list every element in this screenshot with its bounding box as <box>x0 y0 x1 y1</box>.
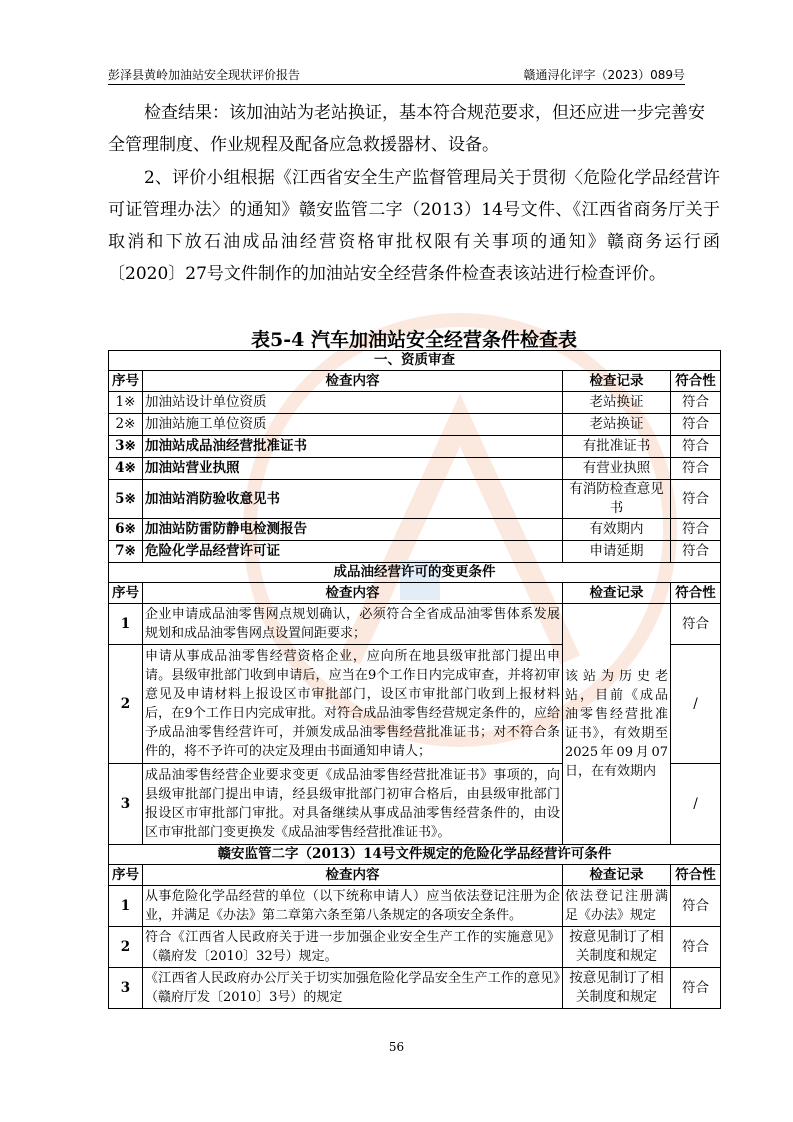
table-row <box>109 927 721 968</box>
section-title-row <box>109 351 721 371</box>
row-conform: 符合 <box>671 458 721 480</box>
table-row <box>109 414 721 436</box>
row-content: 加油站消防验收意见书 <box>143 480 563 519</box>
row-record: 依法登记注册满足《办法》规定 <box>563 886 671 927</box>
row-no: 3 <box>109 764 143 845</box>
row-content: 加油站防雷防静电检测报告 <box>143 519 563 541</box>
row-no: 7※ <box>109 541 143 563</box>
table-row <box>109 604 721 645</box>
row-no: 2※ <box>109 414 143 436</box>
table-row <box>109 458 721 480</box>
col-header-content: 检查内容 <box>143 371 563 392</box>
row-conform: 符合 <box>671 541 721 563</box>
row-conform: 符合 <box>671 604 721 645</box>
row-record: 有批准证书 <box>563 436 671 458</box>
table-row <box>109 480 721 519</box>
row-content: 加油站设计单位资质 <box>143 392 563 414</box>
row-conform: / <box>671 645 721 764</box>
row-no: 6※ <box>109 519 143 541</box>
table-row <box>109 886 721 927</box>
row-no: 2 <box>109 927 143 968</box>
row-no: 2 <box>109 645 143 764</box>
row-content: 危险化学品经营许可证 <box>143 541 563 563</box>
row-content: 申请从事成品油零售经营资格企业，应向所在地县级审批部门提出申请。县级审批部门收到申请后，应当在9个工作日内完成审查，并将初审意见及申请材料上报设区市审批部门，设区市审批部门收到上报材料后，在9个工作日内完成审批。对符合成品油零售经营规定条件的，应给予成品油零售经营许可，并颁发成品油零售经营批准证书；对不符合条件的，将不予许可的决定及理由书面通知申请人； <box>143 645 563 764</box>
col-header-record: 检查记录 <box>563 583 671 604</box>
row-conform: 符合 <box>671 480 721 519</box>
row-record: 按意见制订了相关制度和规定 <box>563 968 671 1009</box>
row-conform: 符合 <box>671 414 721 436</box>
row-conform: / <box>671 764 721 845</box>
row-no: 1※ <box>109 392 143 414</box>
row-record: 老站换证 <box>563 392 671 414</box>
row-conform: 符合 <box>671 927 721 968</box>
row-no: 3※ <box>109 436 143 458</box>
row-content: 加油站成品油经营批准证书 <box>143 436 563 458</box>
row-content: 从事危险化学品经营的单位（以下统称申请人）应当依法登记注册为企业，并满足《办法》第二章第六条至第八条规定的各项安全条件。 <box>143 886 563 927</box>
row-conform: 符合 <box>671 519 721 541</box>
row-content: 成品油零售经营企业要求变更《成品油零售经营批准证书》事项的，向县级审批部门提出申请，经县级审批部门初审合格后，由县级审批部门报设区市审批部门审批。对具备继续从事成品油零售经营条件的，由设区市审批部门变更换发《成品油零售经营批准证书》。 <box>143 764 563 845</box>
table-row <box>109 392 721 414</box>
row-no: 3 <box>109 968 143 1009</box>
col-header-content: 检查内容 <box>143 583 563 604</box>
column-header-row <box>109 371 721 392</box>
row-record: 有营业执照 <box>563 458 671 480</box>
header-report-number: 赣通浔化评字（2023）089号 <box>523 68 685 82</box>
row-conform: 符合 <box>671 436 721 458</box>
section1-title: 一、资质审查 <box>109 351 721 371</box>
col-header-content: 检查内容 <box>143 865 563 886</box>
col-header-record: 检查记录 <box>563 865 671 886</box>
section3-title: 赣安监管二字（2013）14号文件规定的危险化学品经营许可条件 <box>109 845 721 865</box>
row-content: 企业申请成品油零售网点规划确认，必须符合全省成品油零售体系发展规划和成品油零售网点设置间距要求； <box>143 604 563 645</box>
table-row <box>109 541 721 563</box>
row-no: 4※ <box>109 458 143 480</box>
row-no: 5※ <box>109 480 143 519</box>
row-record: 按意见制订了相关制度和规定 <box>563 927 671 968</box>
col-header-record: 检查记录 <box>563 371 671 392</box>
row-conform: 符合 <box>671 968 721 1009</box>
column-header-row <box>109 865 721 886</box>
row-conform: 符合 <box>671 392 721 414</box>
column-header-row <box>109 583 721 604</box>
page-header <box>108 64 685 85</box>
section-title-row <box>109 563 721 583</box>
safety-conditions-table <box>108 350 721 1009</box>
section-title-row <box>109 845 721 865</box>
row-record-shared: 该站为历史老站，目前《成品油零售经营批准证书》，有效期至2025年09月07日，在有效期内 <box>563 604 671 845</box>
inspection-result-paragraph: 检查结果：该加油站为老站换证，基本符合规范要求，但还应进一步完善安全管理制度、作业规程及配备应急救援器材、设备。 <box>108 103 705 155</box>
col-header-no: 序号 <box>109 371 143 392</box>
evaluation-basis-paragraph: 2、评价小组根据《江西省安全生产监督管理局关于贯彻〈危险化学品经营许可证管理办法〉的通知》赣安监管二字（2013）14号文件、《江西省商务厅关于取消和下放石油成品油经营资格审批权限有关事项的通知》赣商务运行函〔2020〕27号文件制作的加油站安全经营条件检查表该站进行检查评价。 <box>108 168 720 284</box>
row-record: 老站换证 <box>563 414 671 436</box>
row-content: 加油站营业执照 <box>143 458 563 480</box>
row-content: 符合《江西省人民政府关于进一步加强企业安全生产工作的实施意见》（赣府发〔2010〕32号）规定。 <box>143 927 563 968</box>
row-no: 1 <box>109 886 143 927</box>
row-content: 加油站施工单位资质 <box>143 414 563 436</box>
header-report-title: 彭泽县黄岭加油站安全现状评价报告 <box>108 68 301 82</box>
section2-title: 成品油经营许可的变更条件 <box>109 563 721 583</box>
col-header-no: 序号 <box>109 865 143 886</box>
col-header-conform: 符合性 <box>671 865 721 886</box>
col-header-no: 序号 <box>109 583 143 604</box>
page-number: 56 <box>388 1040 405 1054</box>
row-record: 有效期内 <box>563 519 671 541</box>
table-row <box>109 519 721 541</box>
row-record: 申请延期 <box>563 541 671 563</box>
table-row <box>109 436 721 458</box>
col-header-conform: 符合性 <box>671 583 721 604</box>
row-conform: 符合 <box>671 886 721 927</box>
row-no: 1 <box>109 604 143 645</box>
row-record: 有消防检查意见书 <box>563 480 671 519</box>
table-caption: 表5-4 汽车加油站安全经营条件检查表 <box>251 329 577 351</box>
row-content: 《江西省人民政府办公厅关于切实加强危险化学品安全生产工作的意见》（赣府厅发〔2010〕3号）的规定 <box>143 968 563 1009</box>
col-header-conform: 符合性 <box>671 371 721 392</box>
table-row <box>109 968 721 1009</box>
